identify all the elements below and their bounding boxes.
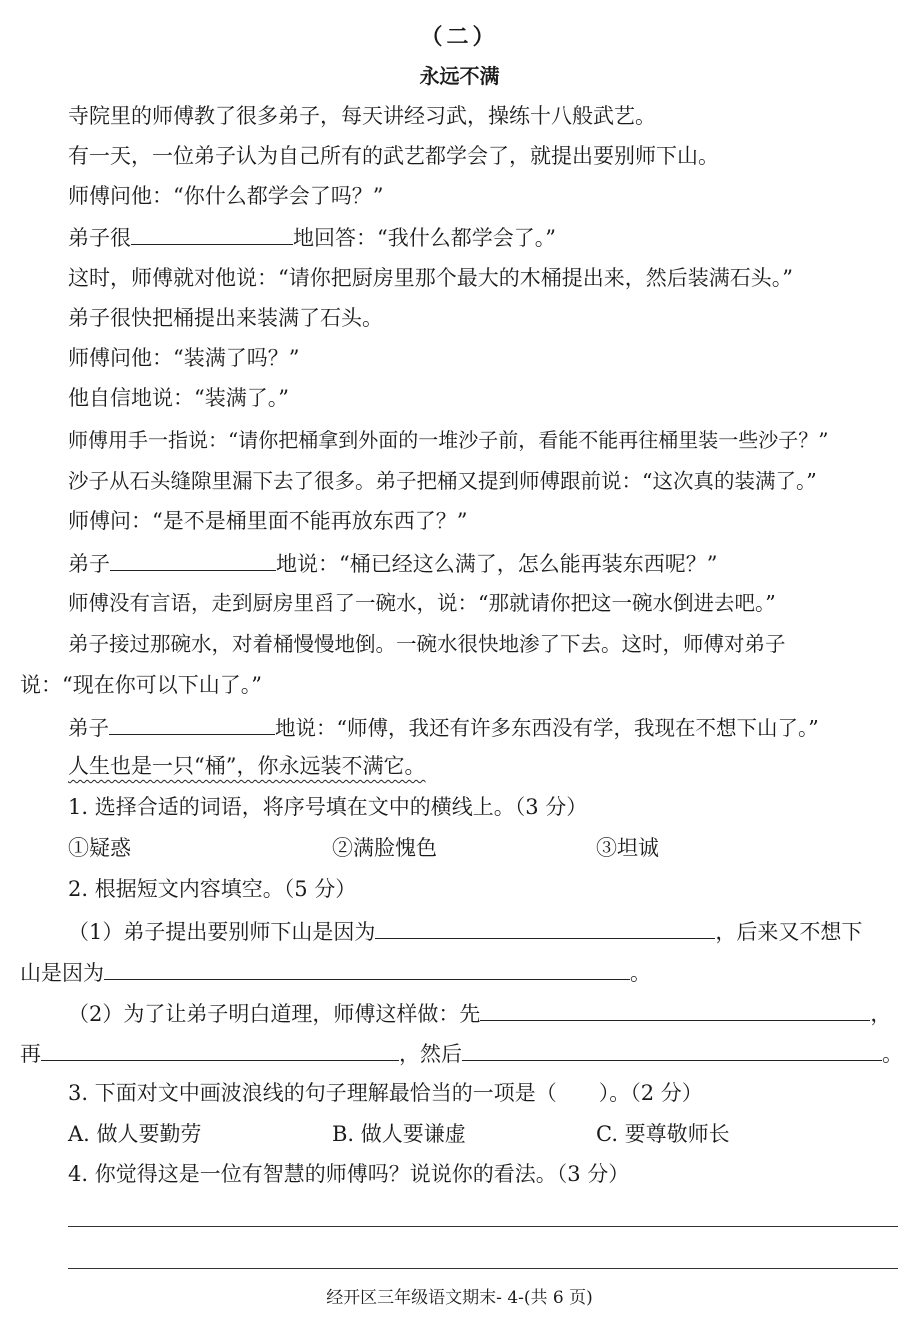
question-text: ， xyxy=(870,1002,892,1026)
question-2: 2. 根据短文内容填空。（5 分） xyxy=(68,877,357,901)
story-text: 地回答：“我什么都学会了。” xyxy=(293,226,556,250)
story-text: 弟子很 xyxy=(68,226,131,250)
answer-blank[interactable] xyxy=(104,957,630,980)
fill-blank-2[interactable] xyxy=(110,548,276,571)
story-paragraph: 有一天，一位弟子认为自己所有的武艺都学会了，就提出要别师下山。 xyxy=(68,144,719,168)
story-text: 地说：“桶已经这么满了，怎么能再装东西呢？” xyxy=(276,552,718,576)
question-2-2-cont xyxy=(20,1038,903,1068)
story-paragraph: 弟子很快把桶提出来装满了石头。 xyxy=(68,306,383,330)
story-text: 地说：“师傅，我还有许多东西没有学，我现在不想下山了。” xyxy=(275,716,819,740)
story-text: 弟子 xyxy=(68,716,109,740)
question-3: 3. 下面对文中画波浪线的句子理解最恰当的一项是（ ）。（2 分） xyxy=(68,1081,703,1105)
section-label: （二） xyxy=(420,24,499,50)
story-paragraph: 师傅没有言语，走到厨房里舀了一碗水，说：“那就请你把这一碗水倒进去吧。” xyxy=(68,591,776,615)
story-paragraph: 师傅问：“是不是桶里面不能再放东西了？” xyxy=(68,509,468,533)
story-text: 人生也是一只“桶”，你永远装不满它。 xyxy=(68,754,426,778)
q1-option: ①疑惑 xyxy=(68,836,131,860)
story-paragraph: 师傅问他：“你什么都学会了吗？” xyxy=(68,184,384,208)
answer-blank[interactable] xyxy=(462,1038,882,1061)
question-text: 再 xyxy=(20,1042,41,1066)
question-text: 。 xyxy=(630,961,651,985)
question-4: 4. 你觉得这是一位有智慧的师傅吗？说说你的看法。（3 分） xyxy=(68,1162,630,1186)
q3-option: B. 做人要谦虚 xyxy=(332,1122,466,1146)
story-paragraph: 师傅用手一指说：“请你把桶拿到外面的一堆沙子前，看能不能再往桶里装一些沙子？” xyxy=(68,428,829,452)
wavy-underlined-sentence xyxy=(68,752,425,780)
question-text: 山是因为 xyxy=(20,961,104,985)
question-text: （1）弟子提出要别师下山是因为 xyxy=(68,920,376,944)
story-paragraph: 说：“现在你可以下山了。” xyxy=(20,673,262,697)
story-paragraph: 弟子接过那碗水，对着桶慢慢地倒。一碗水很快地渗了下去。这时，师傅对弟子 xyxy=(68,632,786,656)
story-paragraph: 沙子从石头缝隙里漏下去了很多。弟子把桶又提到师傅跟前说：“这次真的装满了。” xyxy=(68,469,817,493)
story-title: 永远不满 xyxy=(419,64,500,88)
answer-blank[interactable] xyxy=(41,1038,399,1061)
question-2-1 xyxy=(68,916,862,946)
answer-line[interactable] xyxy=(68,1226,898,1227)
question-text: ，后来又不想下 xyxy=(715,920,863,944)
question-text: （2）为了让弟子明白道理，师傅这样做：先 xyxy=(68,1002,481,1026)
question-2-2 xyxy=(68,998,891,1028)
question-text: ，然后 xyxy=(399,1042,462,1066)
answer-blank[interactable] xyxy=(480,998,870,1021)
story-paragraph: 寺院里的师傅教了很多弟子，每天讲经习武，操练十八般武艺。 xyxy=(68,104,656,128)
q3-option: C. 要尊敬师长 xyxy=(596,1122,730,1146)
story-paragraph-with-blank xyxy=(68,712,819,742)
question-2-1-cont xyxy=(20,957,651,987)
story-text: 弟子 xyxy=(68,552,110,576)
story-paragraph-with-blank xyxy=(68,222,556,252)
story-paragraph-with-blank xyxy=(68,548,717,578)
story-paragraph: 这时，师傅就对他说：“请你把厨房里那个最大的木桶提出来，然后装满石头。” xyxy=(68,266,793,290)
fill-blank-1[interactable] xyxy=(131,222,293,245)
q1-option: ②满脸愧色 xyxy=(332,836,437,860)
answer-line[interactable] xyxy=(68,1268,898,1269)
question-1: 1. 选择合适的词语，将序号填在文中的横线上。（3 分） xyxy=(68,795,588,819)
story-paragraph: 他自信地说：“装满了。” xyxy=(68,386,289,410)
story-paragraph: 师傅问他：“装满了吗？” xyxy=(68,346,300,370)
fill-blank-3[interactable] xyxy=(109,712,275,735)
answer-blank[interactable] xyxy=(375,916,715,939)
q1-option: ③坦诚 xyxy=(596,836,659,860)
page-footer: 经开区三年级语文期末- 4-(共 6 页) xyxy=(326,1288,593,1308)
question-text: 。 xyxy=(882,1042,903,1066)
q3-option: A. 做人要勤劳 xyxy=(68,1122,202,1146)
